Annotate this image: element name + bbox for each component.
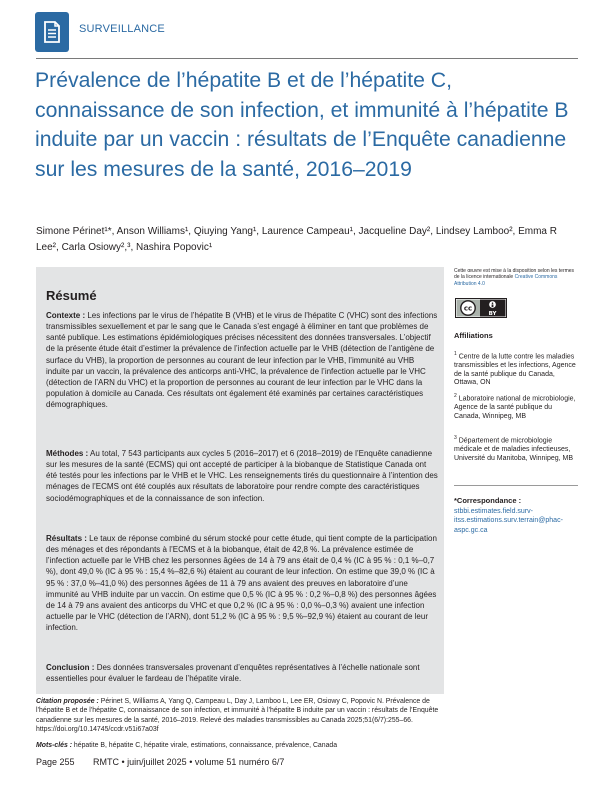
license-notice xyxy=(454,268,579,287)
abstract-methodes xyxy=(46,448,438,504)
abstract-contexte xyxy=(46,310,438,410)
document-icon xyxy=(43,21,61,43)
affiliation-item xyxy=(454,392,579,421)
cc-badge-text: cc xyxy=(463,304,473,313)
correspondence-email-link[interactable]: stbbi.estimates.field.surv-itss.estimations.surv.terrain@phac-aspc.gc.ca xyxy=(454,508,563,534)
resultats-label: Résultats : xyxy=(46,534,87,543)
page-number: Page 255 xyxy=(36,757,75,767)
methodes-text: Au total, 7 543 participants aux cycles 5 (2016–2017) et 6 (2018–2019) de l’Enquête canadienne sur les mesures de la santé (ECMS) qui ont accepté de participer à la biobanque de Statistique Canada ont été testés pour les infections par le VHB et le VHC. Les renseignements tirés du questionnaire à l’intention des ménages de l’ECMS ont été couplés aux résultats de laboratoire pour rendre compte des caractéristiques sociodémographiques et de la connaissance de son infection. xyxy=(46,449,438,503)
citation-label: Citation proposée : xyxy=(36,698,99,705)
article-title: Prévalence de l’hépatite B et de l’hépatite C, connaissance de son infection, et immunité à l’hépatite B induite par un vaccin : résultats de l’Enquête canadienne sur les mesures de la santé, 2016–2019 xyxy=(35,69,569,181)
abstract-heading: Résumé xyxy=(46,288,97,303)
keywords xyxy=(36,741,446,750)
keywords-text: hépatite B, hépatite C, hépatite virale, estimations, connaissance, prévalence, Canada xyxy=(73,742,338,749)
license-link[interactable]: Creative Commons Attribution 4.0 xyxy=(454,274,558,287)
affiliation-text: Laboratoire national de microbiologie, Agence de la santé publique du Canada, Winnipeg, MB xyxy=(454,395,576,420)
contexte-text: Les infections par le virus de l’hépatite B (VHB) et le virus de l’hépatite C (VHC) sont des infections transmissibles sexuellement et par le sang que le Canada s’est engagé à éliminer en tant que problèmes de santé publique. Les estimations épidémiologiques précises nécessitent des données transversales. L’objectif de la présente étude était d’estimer la prévalence de l’infection actuelle par le VHB (détection de l’antigène de surface du VHB), la proportion de personnes au courant de leur infection par le VHB, l’immunité au VHB induite par un vaccin, la prévalence des anticorps anti-VHC, la prévalence de l’infection actuelle par le VHC (détection de l’ARN du VHC) et la proportion de personnes au courant de leur infection par le VHC dans la population à domicile au Canada. Ces résultats ont également été examinés par certaines caractéristiques démographiques. xyxy=(46,311,438,410)
by-badge-text: BY xyxy=(488,310,497,317)
author-list: Simone Périnet¹*, Anson Williams¹, Qiuying Yang¹, Laurence Campeau¹, Jacqueline Day², Lindsey Lamboo², Emma R Lee², Carla Osiowy²,³, Nashira Popovic¹ xyxy=(36,226,557,253)
affiliation-text: Centre de la lutte contre les maladies transmissibles et les infections, Agence de la santé publique du Canada, Ottawa, ON xyxy=(454,353,576,387)
resultats-text: Le taux de réponse combiné du sérum stocké pour cette étude, qui tient compte de la participation des ménages et des répondants à l’ECMS et à la biobanque, était de 42,8 %. La prévalence estimée de l’infection actuelle par le VHB chez les personnes âgées de 14 à 79 ans était de 0,4 % (IC à 95 % : 0,1 %–0,7 %), dont 49,0 % (IC à 95 % : 15,4 %–82,6 %) étaient au courant de leur infection. On estime que 39,0 % (IC à 95 % : 37,0 %–41,0 %) des personnes âgées de 11 à 79 ans avaient des preuves en laboratoire d’une immunité au VHB induite par un vaccin. On estime que 0,5 % (IC à 95 % : 0,2 %–0,8 %) des personnes âgées de 14 à 79 ans avaient des anticorps du VHC et que 0,2 % (IC à 95 % : 0,0 %–0,3 %) avaient une infection actuelle par le VHC (détection de l’ARN), dont 51,2 % (IC à 95 % : 9,5 %–92,9 %) étaient au courant de leur infection. xyxy=(46,534,437,633)
contexte-label: Contexte : xyxy=(46,311,86,320)
citation-text: Périnet S, Williams A, Yang Q, Campeau L, Day J, Lamboo L, Lee ER, Osiowy C, Popovic N. Prévalence de l’hépatite B et de l’hépatite C, connaissance de son infection, et immunité à l’hépatite B induite par un vaccin : résultats de l’Enquête canadienne sur les mesures de la santé, 2016–2019. Relevé des maladies transmissibles au Canada 2025;51(6/7):255–66. https://doi.org/10.14745/ccdr.v51i67a03f xyxy=(36,698,439,734)
suggested-citation xyxy=(36,697,446,735)
abstract-conclusion xyxy=(46,662,438,684)
keywords-label: Mots-clés : xyxy=(36,742,72,749)
journal-footer: RMTC • juin/juillet 2025 • volume 51 numéro 6/7 xyxy=(93,757,285,767)
affiliation-number: 3 xyxy=(454,435,457,441)
affiliation-number: 2 xyxy=(454,393,457,399)
affiliation-number: 1 xyxy=(454,351,457,357)
cc-by-badge-icon[interactable] xyxy=(455,298,507,318)
title-divider xyxy=(36,58,578,59)
affiliation-text: Département de microbiologie médicale et de maladies infectieuses, Université du Manitoba, Winnipeg, MB xyxy=(454,437,574,462)
license-text: Cette œuvre est mise à la disposition selon les termes de la licence internationale xyxy=(454,268,575,281)
correspondence-heading: *Correspondance : xyxy=(454,496,522,505)
affiliations-heading: Affiliations xyxy=(454,331,493,340)
conclusion-text: Des données transversales provenant d’enquêtes représentatives à l’échelle nationale sont essentielles pour évaluer le fardeau de l’hépatite virale. xyxy=(46,663,420,684)
correspondence-divider xyxy=(454,485,578,486)
methodes-label: Méthodes : xyxy=(46,449,89,458)
conclusion-label: Conclusion : xyxy=(46,663,95,672)
section-badge xyxy=(35,12,69,52)
abstract-resultats xyxy=(46,533,438,633)
section-label: SURVEILLANCE xyxy=(79,23,165,35)
affiliation-item xyxy=(454,434,579,463)
affiliation-item xyxy=(454,350,579,388)
